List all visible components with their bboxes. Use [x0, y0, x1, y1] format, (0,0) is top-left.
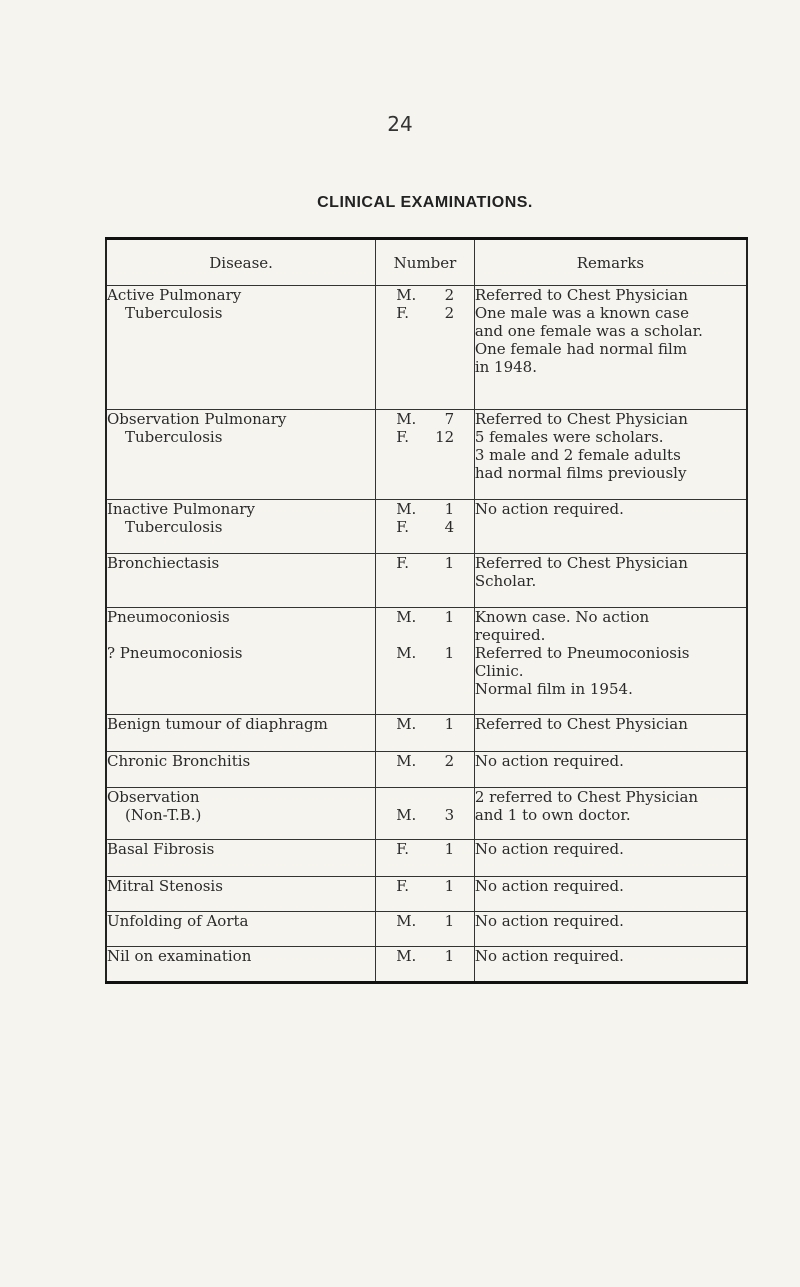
remarks-line: Normal film in 1954.	[474, 680, 633, 698]
page-title: CLINICAL EXAMINATIONS.	[317, 194, 533, 211]
disease-cell	[106, 554, 376, 608]
remarks-line: and 1 to own doctor.	[474, 806, 631, 824]
disease-cell	[106, 877, 376, 912]
disease-line: Basal Fibrosis	[107, 840, 215, 858]
number-cell	[376, 912, 475, 947]
number-line	[396, 626, 454, 644]
disease-line	[107, 626, 375, 644]
sex-label: M.	[396, 644, 417, 662]
sex-label: M.	[396, 947, 417, 965]
sex-label: F.	[396, 428, 410, 446]
remarks-line: One female had normal film	[474, 340, 688, 358]
disease-cell	[106, 410, 376, 500]
sex-label: M.	[396, 410, 417, 428]
remarks-line: Scholar.	[474, 572, 537, 590]
table-header-row	[106, 239, 747, 286]
count-value: 4	[444, 518, 455, 536]
header-number: Number	[376, 239, 475, 286]
number-cell	[376, 608, 475, 715]
remarks-cell	[474, 608, 747, 715]
number-line	[396, 806, 454, 824]
disease-line: Inactive Pulmonary	[107, 500, 255, 518]
disease-cell	[106, 608, 376, 715]
remarks-cell	[474, 877, 747, 912]
table-row	[106, 410, 747, 500]
remarks-line: No action required.	[474, 840, 624, 858]
count-value: 1	[444, 608, 455, 626]
disease-line: Tuberculosis	[125, 304, 223, 322]
disease-line: (Non-T.B.)	[125, 806, 202, 824]
disease-line: Active Pulmonary	[107, 286, 242, 304]
count-value: 3	[444, 806, 455, 824]
table-row	[106, 788, 747, 840]
table-row	[106, 608, 747, 715]
table-row	[106, 752, 747, 788]
sex-label: M.	[396, 715, 417, 733]
number-line	[396, 912, 454, 930]
remarks-line: No action required.	[474, 752, 624, 770]
disease-line: Pneumoconiosis	[107, 608, 230, 626]
remarks-line: 5 females were scholars.	[474, 428, 664, 446]
table-row	[106, 877, 747, 912]
disease-cell	[106, 788, 376, 840]
number-cell	[376, 788, 475, 840]
disease-line: Benign tumour of diaphragm	[107, 715, 328, 733]
remarks-line: No action required.	[474, 912, 624, 930]
remarks-cell	[474, 752, 747, 788]
number-line	[396, 608, 454, 626]
disease-line: Nil on examination	[107, 947, 252, 965]
number-line	[396, 947, 454, 965]
disease-line: Observation	[107, 788, 200, 806]
table-row	[106, 500, 747, 554]
remarks-line: Clinic.	[474, 662, 524, 680]
count-value: 1	[444, 500, 455, 518]
count-value: 1	[444, 947, 455, 965]
number-line	[396, 286, 454, 304]
count-value: 1	[444, 877, 455, 895]
number-cell	[376, 840, 475, 877]
sex-label: F.	[396, 554, 410, 572]
number-line	[396, 877, 454, 895]
disease-cell	[106, 752, 376, 788]
header-remarks: Remarks	[474, 239, 747, 286]
disease-line: Mitral Stenosis	[107, 877, 223, 895]
remarks-line: 2 referred to Chest Physician	[474, 788, 699, 806]
number-line	[396, 518, 454, 536]
disease-line: Tuberculosis	[125, 518, 223, 536]
remarks-line: Referred to Chest Physician	[474, 715, 688, 733]
disease-line: Tuberculosis	[125, 428, 223, 446]
remarks-line: Referred to Chest Physician	[474, 410, 688, 428]
remarks-line: No action required.	[474, 877, 624, 895]
remarks-line: and one female was a scholar.	[474, 322, 703, 340]
remarks-line: Referred to Pneumoconiosis	[474, 644, 690, 662]
remarks-line: No action required.	[474, 947, 624, 965]
count-value: 7	[444, 410, 455, 428]
number-cell	[376, 410, 475, 500]
remarks-line: had normal films previously	[474, 464, 687, 482]
remarks-cell	[474, 286, 747, 410]
sex-label: M.	[396, 608, 417, 626]
number-line	[396, 554, 454, 572]
table-body	[106, 286, 747, 983]
disease-cell	[106, 947, 376, 983]
table-row	[106, 912, 747, 947]
remarks-line: Referred to Chest Physician	[474, 554, 688, 572]
disease-line: Bronchiectasis	[107, 554, 220, 572]
number-line	[396, 715, 454, 733]
remarks-cell	[474, 410, 747, 500]
number-cell	[376, 500, 475, 554]
remarks-line: 3 male and 2 female adults	[474, 446, 681, 464]
remarks-line: No action required.	[474, 500, 624, 518]
count-value: 1	[444, 715, 455, 733]
table-row	[106, 840, 747, 877]
count-value: 12	[435, 428, 455, 446]
disease-cell	[106, 286, 376, 410]
remarks-cell	[474, 715, 747, 752]
count-value: 1	[444, 840, 455, 858]
remarks-cell	[474, 788, 747, 840]
remarks-line: in 1948.	[474, 358, 537, 376]
disease-cell	[106, 715, 376, 752]
count-value: 2	[444, 286, 455, 304]
remarks-cell	[474, 500, 747, 554]
sex-label: F.	[396, 877, 410, 895]
count-value: 2	[444, 304, 455, 322]
header-disease: Disease.	[106, 239, 376, 286]
number-line	[396, 500, 454, 518]
number-line	[396, 752, 454, 770]
count-value: 2	[444, 752, 455, 770]
disease-line: Observation Pulmonary	[107, 410, 287, 428]
count-value: 1	[444, 912, 455, 930]
number-cell	[376, 715, 475, 752]
sex-label: M.	[396, 286, 417, 304]
sex-label: F.	[396, 840, 410, 858]
disease-cell	[106, 912, 376, 947]
number-cell	[376, 554, 475, 608]
number-line	[396, 644, 454, 662]
number-cell	[376, 947, 475, 983]
sex-label: F.	[396, 518, 410, 536]
table-row	[106, 947, 747, 983]
remarks-cell	[474, 554, 747, 608]
sex-label: M.	[396, 912, 417, 930]
remarks-line: Known case. No action	[474, 608, 650, 626]
remarks-line: One male was a known case	[474, 304, 689, 322]
count-value: 1	[444, 554, 455, 572]
number-line	[396, 788, 454, 806]
disease-line: Chronic Bronchitis	[107, 752, 251, 770]
disease-cell	[106, 840, 376, 877]
disease-line: ? Pneumoconiosis	[107, 644, 243, 662]
clinical-examinations-table	[105, 237, 748, 984]
disease-cell	[106, 500, 376, 554]
remarks-cell	[474, 840, 747, 877]
sex-label: M.	[396, 752, 417, 770]
number-line	[396, 428, 454, 446]
sex-label: F.	[396, 304, 410, 322]
disease-line: Unfolding of Aorta	[107, 912, 249, 930]
remarks-line: Referred to Chest Physician	[474, 286, 688, 304]
remarks-cell	[474, 912, 747, 947]
sex-label: M.	[396, 806, 417, 824]
table-row	[106, 554, 747, 608]
remarks-line: required.	[474, 626, 546, 644]
number-line	[396, 840, 454, 858]
table-row	[106, 715, 747, 752]
sex-label: M.	[396, 500, 417, 518]
remarks-cell	[474, 947, 747, 983]
table-row	[106, 286, 747, 410]
page-number: 24	[387, 112, 413, 136]
count-value: 1	[444, 644, 455, 662]
number-line	[396, 304, 454, 322]
number-cell	[376, 286, 475, 410]
number-cell	[376, 752, 475, 788]
number-cell	[376, 877, 475, 912]
number-line	[396, 410, 454, 428]
